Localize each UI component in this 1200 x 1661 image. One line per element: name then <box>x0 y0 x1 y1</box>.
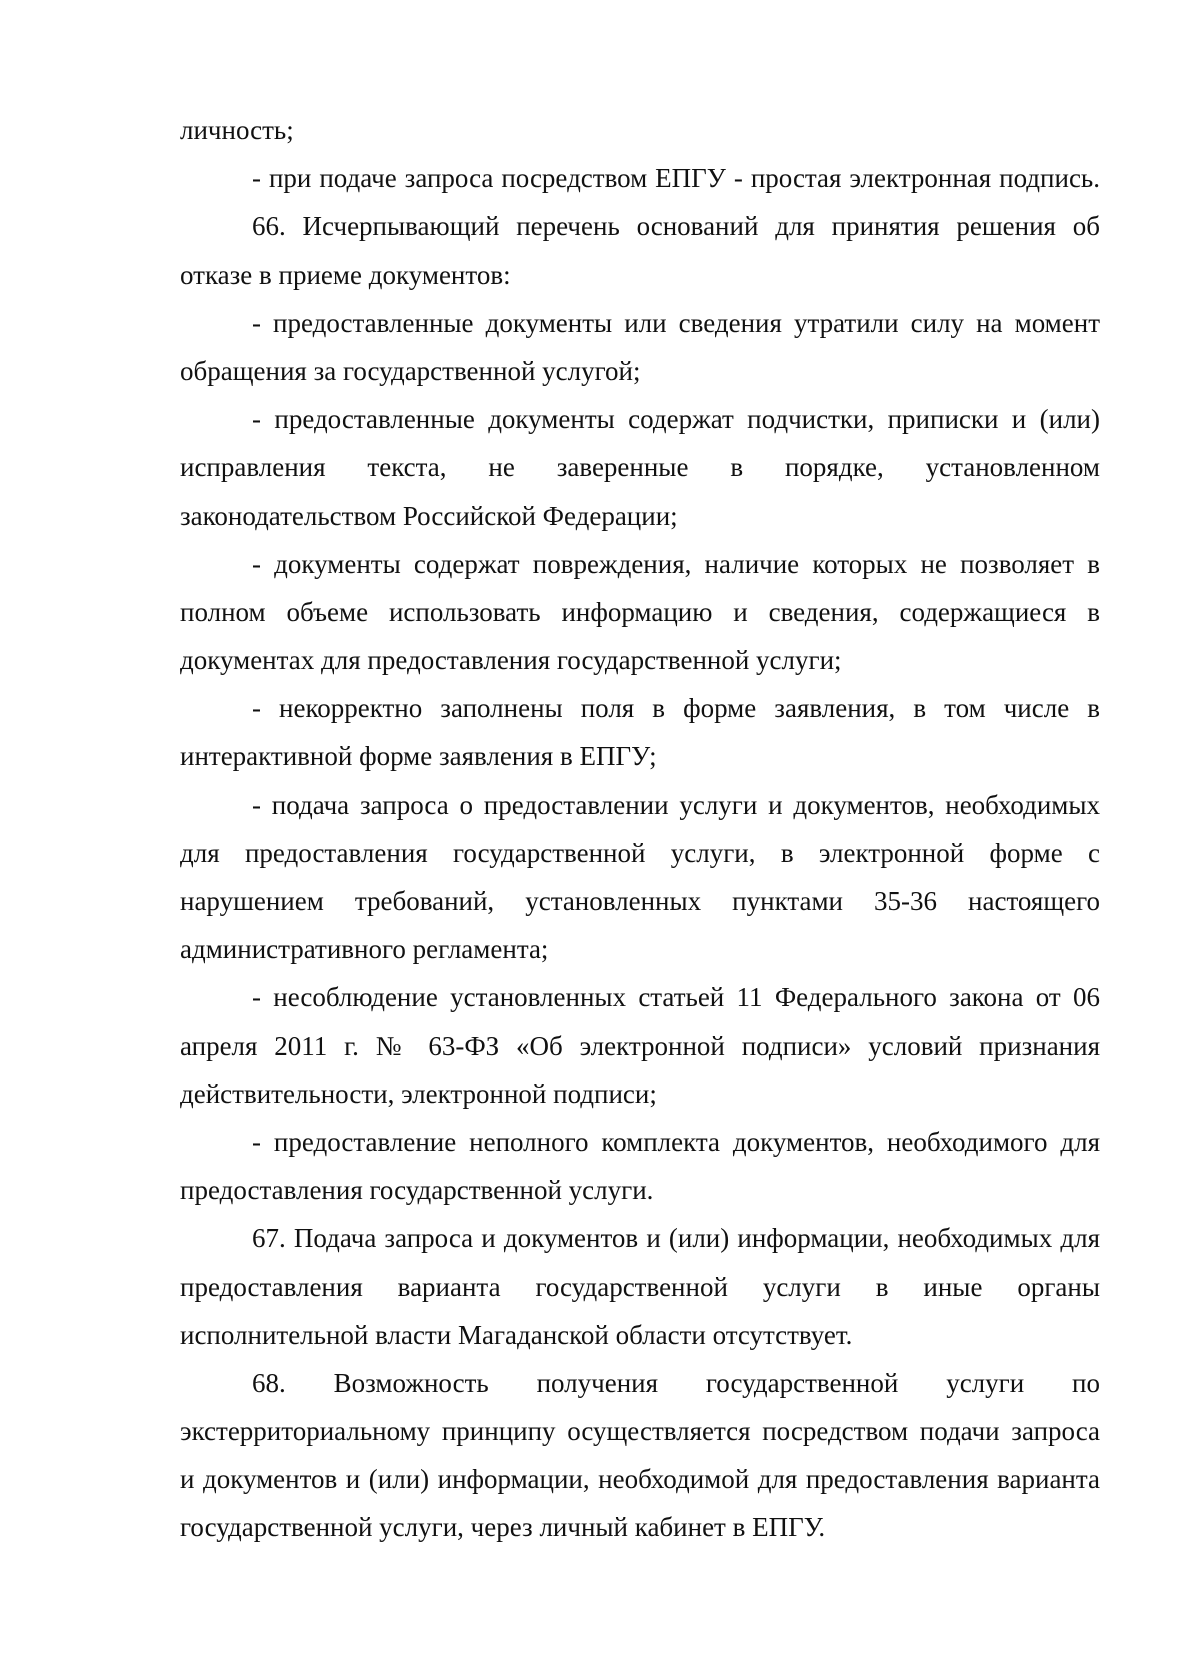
text-line: и документов и (или) информации, необходимой для предоставления варианта <box>180 1464 1100 1495</box>
text-line: - предоставление неполного комплекта документов, необходимого для <box>252 1126 1100 1157</box>
text-line: 68. Возможность получения государственной услуги по <box>252 1367 1100 1398</box>
text-line: обращения за государственной услугой; <box>180 355 641 386</box>
text-line: - подача запроса о предоставлении услуги и документов, необходимых <box>252 789 1100 820</box>
text-line: законодательством Российской Федерации; <box>180 500 678 531</box>
text-line: нарушением требований, установленных пунктами 35-36 настоящего <box>180 886 1100 916</box>
text-line: полном объеме использовать информацию и сведения, содержащиеся в <box>180 596 1100 627</box>
document-body <box>180 106 1100 1552</box>
text-line: - предоставленные документы или сведения утратили силу на момент <box>252 307 1100 338</box>
text-line: 67. Подача запроса и документов и (или) информации, необходимых для <box>252 1223 1100 1254</box>
text-line: - при подаче запроса посредством ЕПГУ - простая электронная подпись. <box>252 163 1100 194</box>
text-line: административного регламента; <box>180 934 549 965</box>
text-line: апреля 2011 г. № 63-ФЗ «Об электронной подписи» условий признания <box>180 1030 1100 1061</box>
text-line: государственной услуги, через личный кабинет в ЕПГУ. <box>180 1512 826 1543</box>
text-line: - предоставленные документы содержат подчистки, приписки и (или) <box>252 404 1100 435</box>
text-line: действительности, электронной подписи; <box>180 1078 657 1109</box>
text-line: исправления текста, не заверенные в порядке, установленном <box>180 452 1100 483</box>
text-line: отказе в приеме документов: <box>180 259 511 290</box>
text-line: исполнительной власти Магаданской области отсутствует. <box>180 1319 853 1350</box>
text-line: - документы содержат повреждения, наличие которых не позволяет в <box>252 548 1100 579</box>
text-line: предоставления варианта государственной услуги в иные органы <box>180 1271 1100 1302</box>
text-line: экстерриториальному принципу осуществляется посредством подачи запроса <box>180 1416 1100 1447</box>
text-line: интерактивной форме заявления в ЕПГУ; <box>180 741 657 772</box>
text-line: 66. Исчерпывающий перечень оснований для принятия решения об <box>252 211 1100 242</box>
text-line: документах для предоставления государственной услуги; <box>180 645 842 676</box>
text-line: предоставления государственной услуги. <box>180 1175 654 1206</box>
text-line: - несоблюдение установленных статьей 11 Федерального закона от 06 <box>252 982 1100 1013</box>
text-line: личность; <box>180 115 294 145</box>
text-line: для предоставления государственной услуги, в электронной форме с <box>180 837 1100 868</box>
text-line: - некорректно заполнены поля в форме заявления, в том числе в <box>252 693 1100 724</box>
